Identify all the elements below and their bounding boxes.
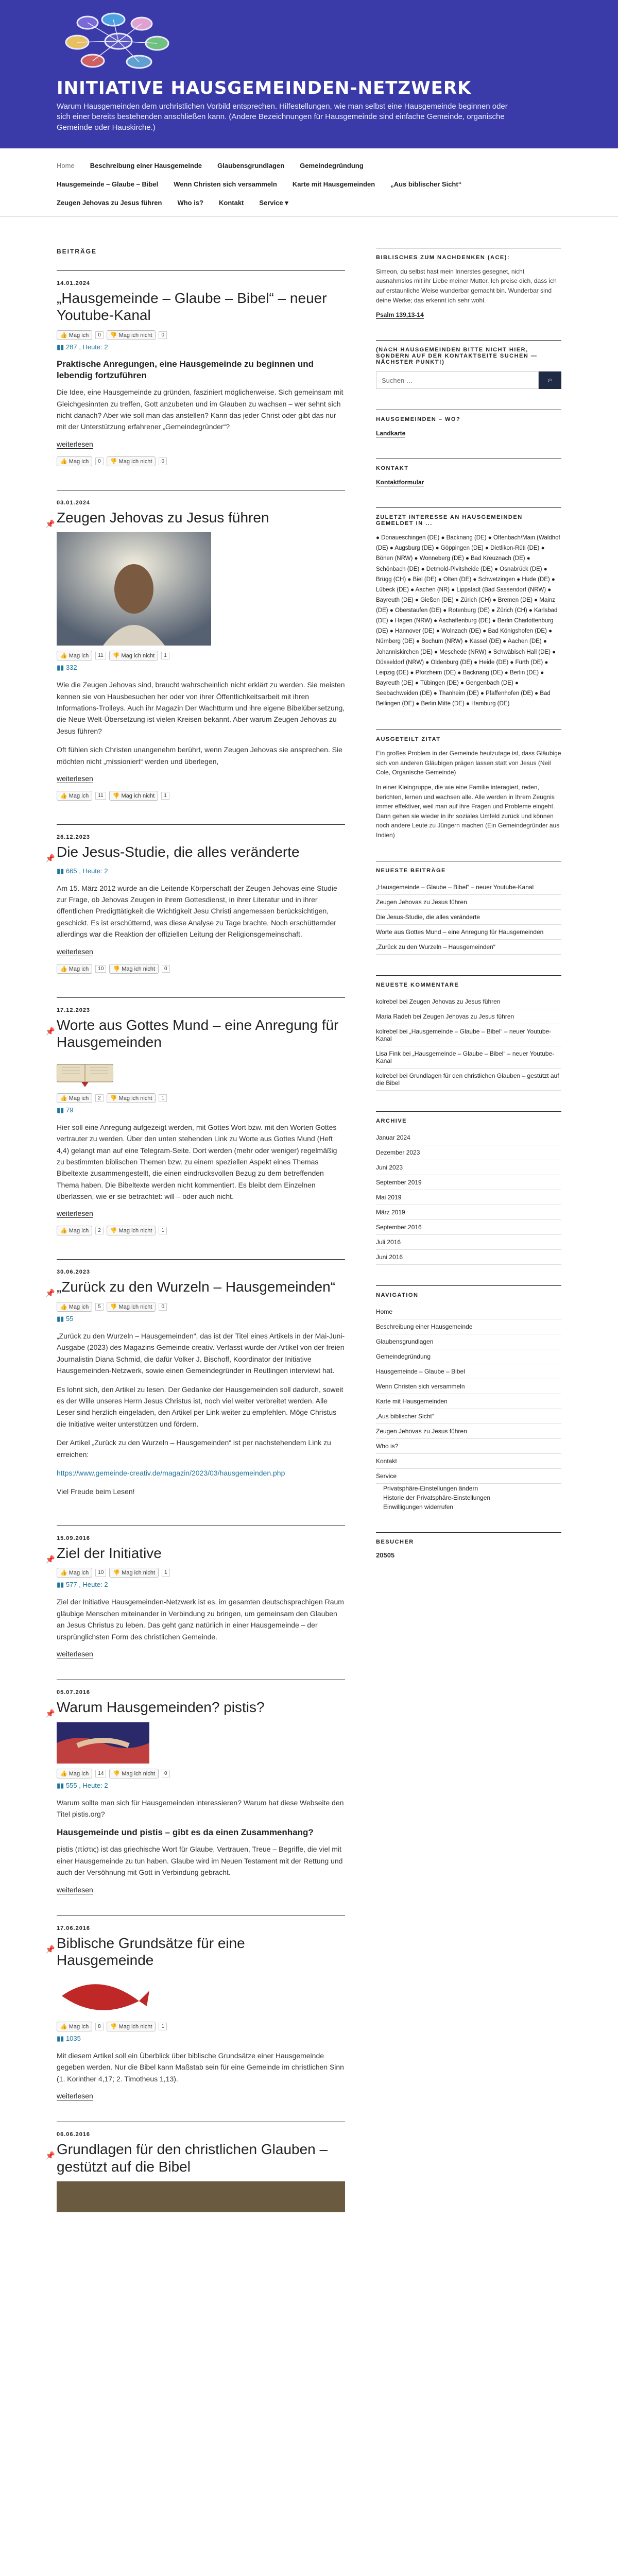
- site-title[interactable]: INITIATIVE HAUSGEMEINDEN-NETZWERK: [57, 78, 472, 98]
- pin-icon: 📌: [45, 519, 55, 529]
- read-more-link[interactable]: weiterlesen: [57, 774, 93, 783]
- like-count: 10: [95, 1569, 106, 1577]
- nav-item-zeugen-jehovas[interactable]: Zeugen Jehovas zu Jesus führen: [57, 198, 162, 207]
- widget-title: KONTAKT: [376, 459, 561, 471]
- post-date[interactable]: 14.01.2024: [57, 280, 91, 286]
- chart-icon: ▮▮: [57, 867, 64, 875]
- chart-icon: ▮▮: [57, 1581, 64, 1589]
- like-label: Mag ich: [68, 653, 89, 659]
- widget-bible: [376, 248, 561, 319]
- like-bar: [57, 1568, 345, 1578]
- view-counter: [57, 1315, 345, 1323]
- read-more-link[interactable]: weiterlesen: [57, 1209, 93, 1218]
- recent-post-link[interactable]: Die Jesus-Studie, die alles veränderte: [376, 910, 561, 925]
- dislike-button[interactable]: 👎 Mag ich nicht: [107, 330, 156, 340]
- recent-post-link[interactable]: „Hausgemeinde – Glaube – Bibel“ – neuer Youtube-Kanal: [376, 880, 561, 895]
- like-count: 2: [95, 1227, 104, 1234]
- like-label: Mag ich: [68, 1095, 89, 1101]
- post-excerpt-2: Oft fühlen sich Christen unangenehm berührt, wenn Zeugen Jehovas sie ansprechen. Sie möchten nicht „missioniert“ werden und überlegen,: [57, 745, 342, 766]
- post: [45, 824, 345, 997]
- widget-navigation: [376, 1285, 561, 1512]
- read-more-link[interactable]: weiterlesen: [57, 1885, 93, 1894]
- dislike-count: 0: [162, 965, 170, 973]
- read-more-link[interactable]: weiterlesen: [57, 947, 93, 956]
- nav-item-home[interactable]: Home: [57, 161, 75, 170]
- pin-icon: 📌: [45, 1945, 55, 1954]
- post-excerpt-2: pistis (πίστις) ist das griechische Wort für Glaube, Vertrauen, Treue – Begriffe, die viel mit einer Hausgemeinde zu tun haben. Glaube wird im Neuen Testament mit der Rettung und auch der Versöhnung mit Gott in Verbindung gebracht.: [57, 1845, 343, 1877]
- dislike-count: 1: [159, 2023, 167, 2030]
- contact-form-link[interactable]: Kontaktformular: [376, 479, 424, 486]
- view-counter: [57, 867, 345, 875]
- nav-item-who-is[interactable]: Who is?: [177, 198, 203, 207]
- dislike-button[interactable]: 👎 Mag ich nicht: [109, 1568, 159, 1578]
- sidebar-nav-item[interactable]: Hausgemeinde – Glaube – Bibel: [376, 1364, 561, 1379]
- like-count: 11: [95, 792, 106, 800]
- archive-link[interactable]: September 2019: [376, 1175, 561, 1190]
- post-excerpt: Hier soll eine Anregung aufgezeigt werden, mit Gottes Wort bzw. mit den Worten Gottes vertrauter zu werden. Über den unten stehenden Link zu Worte aus Gottes Mund (Heft 4,4) gelangt man auf eine Telegram-Seite. Dort werden (mehr oder weniger) regelmäßig zu bestimmten biblischen Themen bzw. zu einem speziellen Aspekt eines Themas Bibeltexte zusammengestellt, die einen eindrucksvollen Bezug zu dem betreffenden Thema haben. Die Bibeltexte werden nicht kommentiert. Es bleibt dem Einzelnen überlassen, wie er sie betrachtet: will – oder auch nicht.: [57, 1123, 337, 1201]
- nav-item-hausgemeinde-glaube-bibel[interactable]: Hausgemeinde – Glaube – Bibel: [57, 180, 159, 188]
- like-bar-bottom: [57, 456, 345, 466]
- like-label: Mag ich: [68, 793, 89, 800]
- like-button[interactable]: 👍 Mag ich: [57, 330, 92, 340]
- bible-reference-link[interactable]: Psalm 139,13-14: [376, 311, 424, 319]
- chart-icon: ▮▮: [57, 1781, 64, 1789]
- sidebar-nav-item[interactable]: Zeugen Jehovas zu Jesus führen: [376, 1424, 561, 1439]
- read-more-link[interactable]: weiterlesen: [57, 1649, 93, 1658]
- nav-row-2: [57, 175, 561, 194]
- dislike-count: 1: [161, 792, 169, 800]
- like-label: Mag ich: [68, 458, 89, 465]
- quote-text-2: In einer Kleingruppe, die wie eine Familie interagiert, reden, berichten, lernen und wachsen alle. Alle werden in Ihrem Zeugnis immer effektiver, weil man auf ihre Fragen und Probleme eingeht. Dann gehen sie wieder in ihr soziales Umfeld zurück und können noch andere Leute zu Jüngern machen (Ein Gemeindegründer aus Indien): [376, 784, 560, 839]
- pin-icon: 📌: [45, 1555, 55, 1564]
- archive-link[interactable]: September 2016: [376, 1220, 561, 1235]
- post-title[interactable]: Worte aus Gottes Mund – eine Anregung für Hausgemeinden: [57, 1016, 339, 1050]
- like-count: 14: [95, 1770, 106, 1777]
- recent-comment[interactable]: kolrebel bei „Hausgemeinde – Glaube – Bibel“ – neuer Youtube-Kanal: [376, 1024, 561, 1046]
- sidebar-nav-subitem[interactable]: Privatsphäre-Einstellungen ändern: [383, 1484, 478, 1492]
- sidebar-nav-item[interactable]: Kontakt: [376, 1454, 561, 1469]
- like-count: 0: [95, 331, 104, 339]
- chart-icon: ▮▮: [57, 1106, 64, 1114]
- like-label: Mag ich: [68, 965, 89, 972]
- site-description: Warum Hausgemeinden dem urchristlichen Vorbild entsprechen. Hilfestellungen, wie man selbst eine Hausgemeinde beginnen oder sich einer bereits bestehenden anschließen kann. (Andere Bezeichnungen für Hausgemeinde sind einfache Gemeinde, organische Gemeinde oder Hauskirche.): [57, 102, 508, 132]
- view-counter: [57, 664, 345, 672]
- chart-icon: ▮▮: [57, 2034, 64, 2042]
- search-icon: ⌕: [547, 376, 553, 385]
- like-button[interactable]: 👍 Mag ich: [57, 1769, 92, 1778]
- pin-icon: 📌: [45, 1027, 55, 1036]
- sidebar-nav-item[interactable]: Beschreibung einer Hausgemeinde: [376, 1319, 561, 1334]
- post-title[interactable]: Warum Hausgemeinden? pistis?: [57, 1699, 265, 1715]
- view-count: 332: [65, 664, 77, 672]
- view-count: 79: [65, 1106, 74, 1114]
- widget-recent-comments: [376, 975, 561, 1091]
- recent-post-link[interactable]: Zeugen Jehovas zu Jesus führen: [376, 895, 561, 910]
- widget-map: [376, 410, 561, 438]
- view-counter: [57, 2035, 345, 2043]
- dislike-count: 0: [159, 457, 167, 465]
- like-count: 8: [95, 2023, 104, 2030]
- recent-post-link[interactable]: „Zurück zu den Wurzeln – Hausgemeinden“: [376, 940, 561, 955]
- like-count: 10: [95, 965, 106, 973]
- sidebar-nav-item[interactable]: „Aus biblischer Sicht“: [376, 1409, 561, 1424]
- dislike-button[interactable]: 👎 Mag ich nicht: [109, 651, 159, 660]
- sidebar-nav-item[interactable]: Karte mit Hausgemeinden: [376, 1394, 561, 1409]
- site-logo[interactable]: [57, 10, 180, 72]
- nav-item-biblischer-sicht[interactable]: „Aus biblischer Sicht“: [390, 180, 462, 188]
- post-date[interactable]: 26.12.2023: [57, 834, 91, 841]
- post-excerpt: Mit diesem Artikel soll ein Überblick über biblische Grundsätze einer Hausgemeinde gegeben werden. Nur die Bibel kann Maßstab sein für eine Gemeinde im christlichen Sinn (1. Korinther 4,17; 2. Timotheus 1,13).: [57, 2051, 344, 2083]
- post: [45, 490, 345, 824]
- site-header: [0, 0, 618, 148]
- article-link[interactable]: https://www.gemeinde-creativ.de/magazin/2023/03/hausgemeinden.php: [57, 1468, 285, 1477]
- recent-post-link[interactable]: Worte aus Gottes Mund – eine Anregung für Hausgemeinden: [376, 925, 561, 940]
- like-count: 5: [95, 1303, 104, 1311]
- widget-title: ZULETZT INTERESSE AN HAUSGEMEINDEN GEMELDET IN ...: [376, 507, 561, 527]
- like-bar: [57, 651, 345, 660]
- post-date[interactable]: 06.06.2016: [57, 2131, 91, 2138]
- like-count: 11: [95, 652, 106, 659]
- like-button[interactable]: 👍 Mag ich: [57, 456, 92, 466]
- dislike-count: 1: [162, 1569, 170, 1577]
- dislike-label: Mag ich nicht: [121, 793, 155, 800]
- map-link[interactable]: Landkarte: [376, 430, 406, 437]
- like-label: Mag ich: [68, 1228, 89, 1234]
- view-count: 1035: [65, 2034, 81, 2042]
- recent-comment[interactable]: Maria Radeh bei Zeugen Jehovas zu Jesus führen: [376, 1009, 561, 1024]
- dislike-label: Mag ich nicht: [118, 332, 152, 338]
- post-excerpt: Warum sollte man sich für Hausgemeinden interessieren? Warum hat diese Webseite den Titel pistis.org?: [57, 1798, 344, 1818]
- post-excerpt-4: Viel Freude beim Lesen!: [57, 1487, 135, 1496]
- post-thumbnail[interactable]: [57, 532, 211, 646]
- post-title[interactable]: Grundlagen für den christlichen Glauben – gestützt auf die Bibel: [57, 2141, 328, 2175]
- widget-title: NEUESTE BEITRÄGE: [376, 861, 561, 874]
- dislike-count: 1: [159, 1094, 167, 1102]
- city-list: ● Donaueschingen (DE) ● Backnang (DE) ● Offenbach/Main (Waldhof (DE) ● Augsburg (DE) ● Göppingen (DE) ● Dietlikon-Rüti (DE) ● Bönen (NRW) ● Wonneberg (DE) ● Bad Kreuznach (DE) ● Schönbach (DE) ● Detmold-Pivitsheide (DE) ● Osnabrück (DE) ● Brügg (CH) ● Biel (DE) ● Olten (DE) ● Schwetzingen ● Hude (DE) ● Lübeck (DE) ● Aachen (NR) ● Lippstadt (Bad Sassendorf (NRW) ● Bayreuth (DE) ● Gießen (DE) ● Zürich (CH) ● Bremen (DE) ● Mainz (DE) ● Oberstaufen (DE) ● Rotenburg (DE) ● Zürich (CH) ● Karlsbad (DE) ● Hagen (NRW) ● Aschaffenburg (DE) ● Berlin Charlottenburg (DE) ● Hannover (DE) ● Wolnzach (DE) ● Bad Königshofen (DE) ● Nürnberg (DE) ● Bochum (NRW) ● Kassel (DE) ● Aachen (DE) ● Johanniskirchen (DE) ● Meschede (NRW) ● Schwäbisch Hall (DE) ● Düsseldorf (NRW) ● Oldenburg (DE) ● Heide (DE) ● Fürth (DE) ● Leipzig (DE) ● Pforzheim (DE) ● Backnang (DE) ● Berlin (DE) ● Bayreuth (DE) ● Tübingen (DE) ● Gengenbach (DE) ● Seebachweiden (DE) ● Thanheim (DE) ● Pfaffenhofen (DE) ● Bad Bellingen (DE) ● Berlin Mitte (DE) ● Hamburg (DE): [376, 535, 560, 707]
- post-excerpt: Wie die Zeugen Jehovas sind, braucht wahrscheinlich nicht erklärt zu werden. Sie meisten kennen sie von Hausbesuchen her oder von ihrer Öffentlichkeitsarbeit mit ihren Informations-Trolleys. Auch ihr Magazin Der Wachtturm und ihre eigene Bibelübersetzung, die Neue Welt-Übersetzung ist vielen Kreisen bekannt. Aber warum Zeugen Jehovas zu Jesus führen?: [57, 681, 345, 735]
- post-date[interactable]: 30.06.2023: [57, 1269, 91, 1276]
- view-count: 287 , Heute: 2: [65, 343, 108, 351]
- archive-link[interactable]: Mai 2019: [376, 1190, 561, 1205]
- post-excerpt: Am 15. März 2012 wurde an die Leitende Körperschaft der Zeugen Jehovas eine Studie zur Frage, ob Jehovas Zeugen in ihrem Gottesdienst, in ihrer Literatur und in ihrer öffentlichen Predigttätigkeit die Wichtigkeit Jesu Christi angemessen berücksichtigen, geschickt. Es ist erschütternd, was diese Analyse zu Tage brachte. Noch erschütternder allerdings war die Reaktion der offiziellen Leitung der Religionsgemeinschaft.: [57, 884, 337, 939]
- post-excerpt: Die Idee, eine Hausgemeinde zu gründen, fasziniert möglicherweise. Sich gemeinsam mit Gleichgesinnten zu treffen, Gott anzubeten und im Glauben zu wachsen – wer sehnt sich nicht danach? Aber wie soll man das anstellen? Kann das jeder Christ oder gibt das nur mit der Unterstützung erfahrener „Gemeindegründer“?: [57, 388, 344, 431]
- post: [45, 2122, 345, 2238]
- like-bar: [57, 1769, 345, 1778]
- widget-archive: [376, 1111, 561, 1265]
- like-bar: [57, 330, 345, 340]
- nav-item-service[interactable]: Service ▾: [259, 198, 288, 207]
- post-subheading: Praktische Anregungen, eine Hausgemeinde zu beginnen und lebendig fortzuführen: [57, 359, 314, 381]
- sidebar-nav-subitem[interactable]: Historie der Privatsphäre-Einstellungen: [383, 1494, 491, 1501]
- archive-link[interactable]: Juli 2016: [376, 1235, 561, 1250]
- view-count: 577 , Heute: 2: [65, 1581, 108, 1589]
- like-bar: [57, 2022, 345, 2031]
- dislike-count: 0: [159, 331, 167, 339]
- archive-list: [376, 1130, 561, 1265]
- sidebar-nav-item[interactable]: Glaubensgrundlagen: [376, 1334, 561, 1349]
- quote-text: Ein großes Problem in der Gemeinde heutzutage ist, dass Gläubige sich von anderen Gläubigen prägen lassen statt von Jesus (Neil Cole, Organische Gemeinde): [376, 750, 561, 776]
- like-label: Mag ich: [68, 2023, 89, 2030]
- post-date[interactable]: 17.12.2023: [57, 1007, 91, 1013]
- widget-title: ARCHIVE: [376, 1111, 561, 1124]
- like-button[interactable]: 👍 Mag ich: [57, 1226, 92, 1235]
- visitor-count: 20505: [376, 1551, 395, 1559]
- chart-icon: ▮▮: [57, 1315, 64, 1323]
- dislike-label: Mag ich nicht: [121, 653, 155, 659]
- post-thumbnail[interactable]: [57, 1057, 113, 1088]
- nav-item-beschreibung[interactable]: Beschreibung einer Hausgemeinde: [90, 161, 202, 170]
- read-more-link[interactable]: weiterlesen: [57, 439, 93, 448]
- nav-row-1: [57, 157, 561, 175]
- post-excerpt-3: Der Artikel „Zurück zu den Wurzeln – Hausgemeinden“ ist per nachstehendem Link zu erreichen:: [57, 1438, 331, 1459]
- dislike-button[interactable]: 👎 Mag ich nicht: [107, 1226, 156, 1235]
- post-thumbnail[interactable]: [57, 2181, 345, 2212]
- dislike-button[interactable]: 👎 Mag ich nicht: [107, 1093, 156, 1103]
- dislike-count: 1: [161, 652, 169, 659]
- sidebar-nav-item[interactable]: Home: [376, 1304, 561, 1319]
- dislike-count: 0: [159, 1303, 167, 1311]
- content-area: [0, 217, 618, 2238]
- post-date[interactable]: 05.07.2016: [57, 1689, 91, 1696]
- widget-search: [376, 340, 561, 389]
- like-bar: [57, 1302, 345, 1312]
- like-label: Mag ich: [68, 1570, 89, 1577]
- dislike-label: Mag ich nicht: [122, 1570, 155, 1577]
- post-title[interactable]: Zeugen Jehovas zu Jesus führen: [57, 509, 269, 526]
- sidebar-nav-list: [376, 1304, 561, 1512]
- dislike-button[interactable]: 👎 Mag ich nicht: [109, 1769, 159, 1778]
- search-button[interactable]: [539, 371, 561, 389]
- post-list: [45, 247, 345, 2238]
- post-excerpt: „Zurück zu den Wurzeln – Hausgemeinden“, das ist der Titel eines Artikels in der Mai-Juni-Ausgabe (2023) des Magazins Gemeinde creativ. Verfasst wurde der Artikel von der freien Journalistin Diana Schmid, die dafür Volker J. Bischoff, Koordinator der Initiative Hausgemeinden-Netzwerk, sowie einen Gemeindegründer in Reutlingen interviewt hat.: [57, 1332, 345, 1375]
- widget-title: BESUCHER: [376, 1532, 561, 1545]
- archive-link[interactable]: Juni 2023: [376, 1160, 561, 1175]
- like-button[interactable]: 👍 Mag ich: [57, 964, 92, 974]
- post-excerpt-2: Es lohnt sich, den Artikel zu lesen. Der Gedanke der Hausgemeinden soll dadurch, soweit es der Wille unseres Herrn Jesus Christus ist, noch viel weiter verbreitet werden. Alle Leser sind herzlich eingeladen, den Artikel per Link weiter zu empfehlen. Möge Christus die Initiative weiter unterstützen und fördern.: [57, 1385, 344, 1428]
- widget-title: BIBLISCHES ZUM NACHDENKEN (ACE):: [376, 248, 561, 261]
- post-date[interactable]: 03.01.2024: [57, 499, 91, 506]
- post-thumbnail[interactable]: [57, 1975, 154, 2016]
- nav-item-kontakt[interactable]: Kontakt: [219, 198, 244, 207]
- bible-text: Simeon, du selbst hast mein Innerstes gesegnet, nicht ausnahmslos mit ihr Liebe meiner Mutter. Ich preise dich, dass ich auf erstaunliche Weise wunderbar gemacht bin. Wunderbar sind deine Werke; das erkennt ich sehr wohl.: [376, 267, 557, 304]
- post-excerpt: Ziel der Initiative Hausgemeinden-Netzwerk ist es, im gesamten deutschsprachigen Raum gläubige Menschen miteinander in Verbindung zu bringen, um gemeinsam den Glauben an Jesus Christus zu leben. Das geht ganz natürlich in einer Hausgemeinde – der ursprünglichsten Form des christlichen Gemeinde.: [57, 1598, 344, 1641]
- sidebar-nav-item[interactable]: Who is?: [376, 1439, 561, 1454]
- widget-title: NAVIGATION: [376, 1285, 561, 1298]
- view-counter: [57, 1782, 345, 1790]
- view-count: 55: [65, 1315, 74, 1323]
- like-count: 2: [95, 1094, 104, 1102]
- nav-item-karte[interactable]: Karte mit Hausgemeinden: [292, 180, 375, 188]
- sidebar-nav-item[interactable]: Wenn Christen sich versammeln: [376, 1379, 561, 1394]
- nav-item-glaubensgrundlagen[interactable]: Glaubensgrundlagen: [217, 161, 285, 170]
- like-button[interactable]: 👍 Mag ich: [57, 1093, 92, 1103]
- dislike-label: Mag ich nicht: [118, 1304, 152, 1311]
- dislike-label: Mag ich nicht: [118, 1095, 152, 1101]
- sidebar-nav-item[interactable]: Service: [376, 1469, 561, 1484]
- dislike-button[interactable]: 👎 Mag ich nicht: [107, 456, 156, 466]
- post: [45, 1259, 345, 1525]
- post-title[interactable]: Ziel der Initiative: [57, 1545, 162, 1561]
- like-button[interactable]: 👍 Mag ich: [57, 2022, 92, 2031]
- nav-item-gemeindegruendung[interactable]: Gemeindegründung: [300, 161, 364, 170]
- widget-title: (NACH HAUSGEMEINDEN BITTE NICHT HIER, SONDERN AUF DER KONTAKTSEITE SUCHEN — NÄCHSTER PUNKT!): [376, 340, 561, 365]
- recent-comments-list: [376, 994, 561, 1091]
- sidebar-nav-subitem[interactable]: Einwilligungen widerrufen: [383, 1503, 454, 1511]
- sidebar: [376, 248, 561, 2238]
- pin-icon: 📌: [45, 854, 55, 863]
- view-counter: [57, 1581, 345, 1589]
- post-subheading: Hausgemeinde und pistis – gibt es da einen Zusammenhang?: [57, 1827, 314, 1838]
- like-button[interactable]: 👍 Mag ich: [57, 1568, 92, 1578]
- archive-link[interactable]: März 2019: [376, 1205, 561, 1220]
- recent-posts-list: [376, 880, 561, 955]
- widget-contact: [376, 459, 561, 487]
- widget-recent-posts: [376, 861, 561, 955]
- archive-link[interactable]: Dezember 2023: [376, 1145, 561, 1160]
- pin-icon: 📌: [45, 2151, 55, 2160]
- main-navigation: [0, 148, 618, 217]
- view-counter: [57, 343, 345, 351]
- search-input[interactable]: [376, 371, 539, 389]
- dislike-label: Mag ich nicht: [122, 1770, 155, 1777]
- dislike-count: 1: [159, 1227, 167, 1234]
- recent-comment[interactable]: Lisa Fink bei „Hausgemeinde – Glaube – Bibel“ – neuer Youtube-Kanal: [376, 1046, 561, 1069]
- like-label: Mag ich: [68, 1304, 89, 1311]
- post-date[interactable]: 15.09.2016: [57, 1535, 91, 1541]
- widget-quote: [376, 730, 561, 840]
- like-label: Mag ich: [68, 332, 89, 338]
- recent-comment[interactable]: kolrebel bei Grundlagen für den christlichen Glauben – gestützt auf die Bibel: [376, 1069, 561, 1091]
- dislike-label: Mag ich nicht: [118, 1228, 152, 1234]
- nav-item-wenn-christen[interactable]: Wenn Christen sich versammeln: [174, 180, 277, 188]
- post: [45, 997, 345, 1260]
- like-label: Mag ich: [68, 1770, 89, 1777]
- widget-title: AUSGETEILT ZITAT: [376, 730, 561, 742]
- like-bar-bottom: [57, 964, 345, 974]
- widget-title: HAUSGEMEINDEN – WO?: [376, 410, 561, 422]
- chart-icon: ▮▮: [57, 343, 64, 351]
- nav-row-3: [57, 194, 561, 212]
- post: [57, 270, 345, 490]
- sidebar-nav-item[interactable]: Gemeindegründung: [376, 1349, 561, 1364]
- post-date[interactable]: 17.06.2016: [57, 1925, 91, 1931]
- like-button[interactable]: 👍 Mag ich: [57, 791, 92, 801]
- post: [45, 1526, 345, 1680]
- dislike-label: Mag ich nicht: [118, 458, 152, 465]
- recent-comment[interactable]: kolrebel bei Zeugen Jehovas zu Jesus führen: [376, 994, 561, 1009]
- pin-icon: 📌: [45, 1289, 55, 1298]
- section-title: BEITRÄGE: [57, 247, 97, 255]
- post: [45, 1916, 345, 2122]
- pin-icon: 📌: [45, 1709, 55, 1718]
- archive-link[interactable]: Januar 2024: [376, 1130, 561, 1145]
- like-button[interactable]: 👍 Mag ich: [57, 1302, 92, 1312]
- widget-visitors: [376, 1532, 561, 1559]
- read-more-link[interactable]: weiterlesen: [57, 2091, 93, 2100]
- post-title[interactable]: Die Jesus-Studie, die alles veränderte: [57, 844, 300, 860]
- view-count: 555 , Heute: 2: [65, 1781, 108, 1789]
- like-bar: [57, 1093, 345, 1103]
- post-thumbnail[interactable]: [57, 1722, 149, 1764]
- dislike-button[interactable]: 👎 Mag ich nicht: [107, 1302, 156, 1312]
- like-bar-bottom: [57, 791, 345, 801]
- post: [45, 1680, 345, 1916]
- post-title[interactable]: „Hausgemeinde – Glaube – Bibel“ – neuer Youtube-Kanal: [57, 290, 327, 324]
- post-title[interactable]: Biblische Grundsätze für eine Hausgemeinde: [57, 1935, 245, 1969]
- like-bar-bottom: [57, 1226, 345, 1235]
- like-count: 0: [95, 457, 104, 465]
- view-count: 665 , Heute: 2: [65, 867, 108, 875]
- chart-icon: ▮▮: [57, 664, 64, 672]
- view-counter: [57, 1106, 345, 1114]
- widget-title: NEUESTE KOMMENTARE: [376, 975, 561, 988]
- dislike-button[interactable]: 👎 Mag ich nicht: [109, 964, 159, 974]
- dislike-button[interactable]: 👎 Mag ich nicht: [107, 2022, 156, 2031]
- dislike-label: Mag ich nicht: [122, 965, 155, 972]
- post-title[interactable]: „Zurück zu den Wurzeln – Hausgemeinden“: [57, 1279, 336, 1295]
- search-form: [376, 371, 561, 389]
- like-button[interactable]: 👍 Mag ich: [57, 651, 92, 660]
- dislike-count: 0: [162, 1770, 170, 1777]
- dislike-button[interactable]: 👎 Mag ich nicht: [109, 791, 159, 801]
- dislike-label: Mag ich nicht: [118, 2023, 152, 2030]
- widget-cities: [376, 507, 561, 709]
- archive-link[interactable]: Juni 2016: [376, 1250, 561, 1265]
